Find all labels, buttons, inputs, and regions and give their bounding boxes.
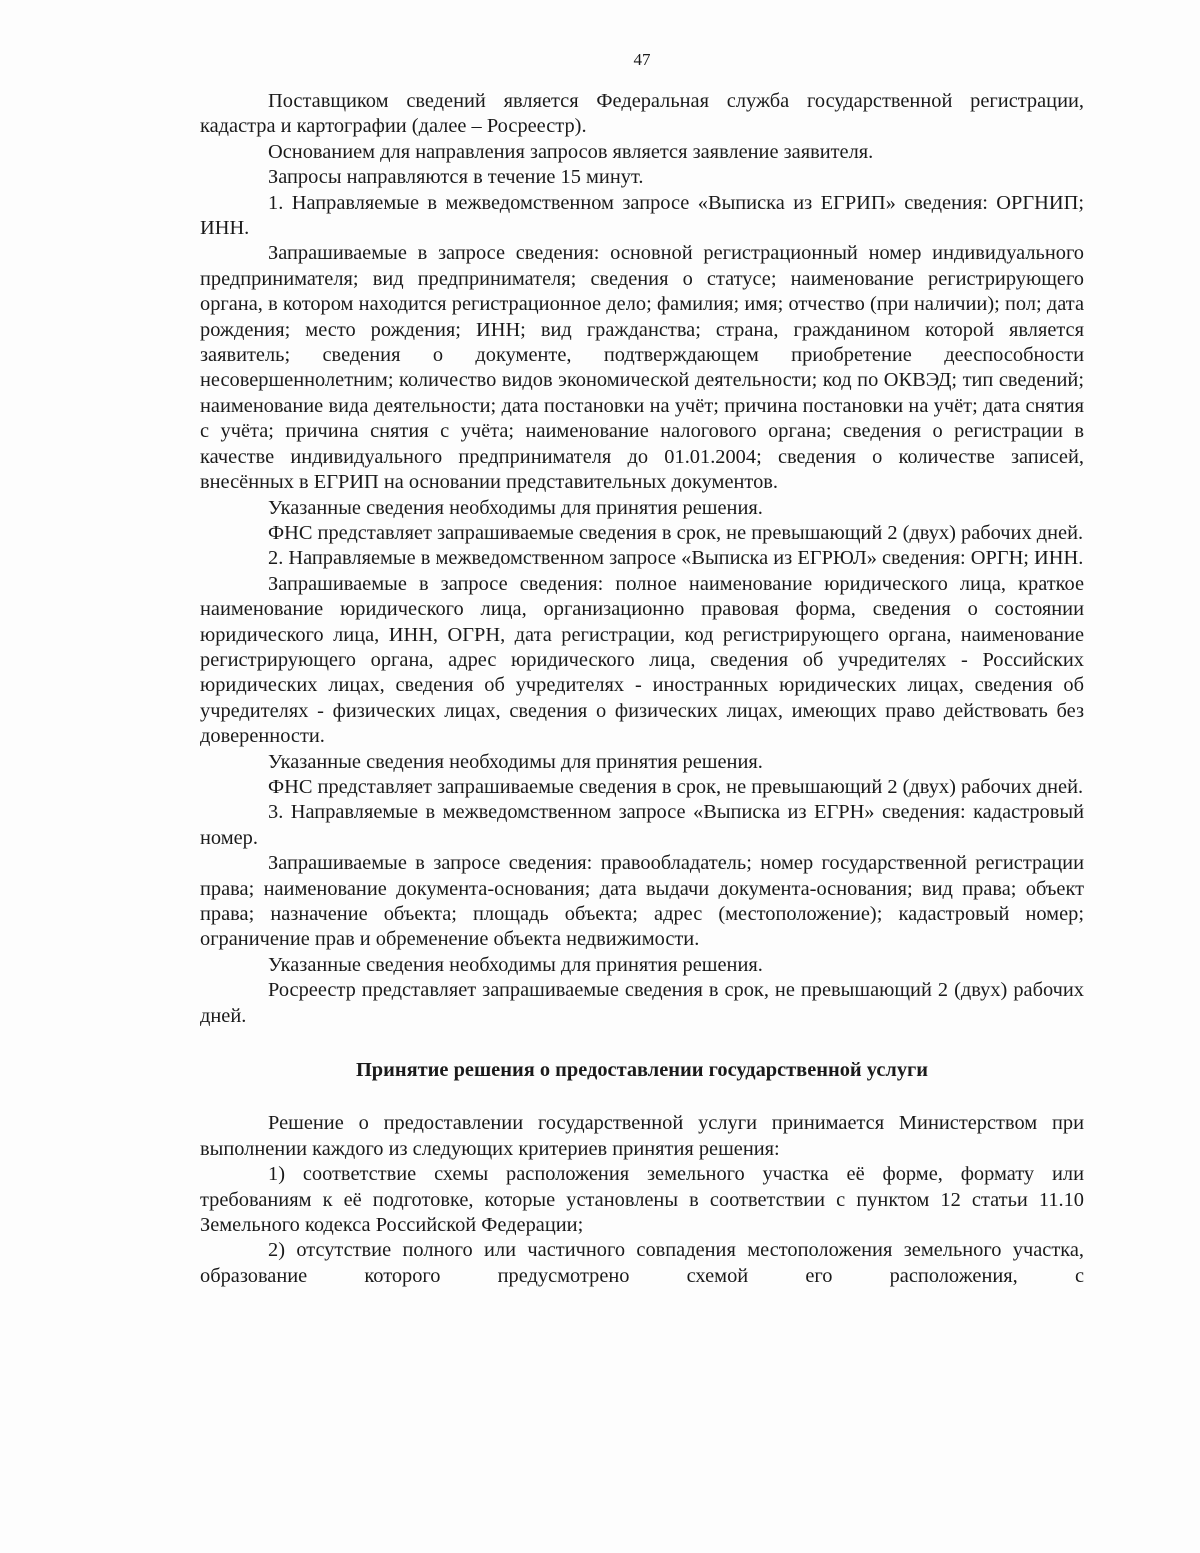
paragraph-egrn-deadline: Росреестр представляет запрашиваемые сведения в срок, не превышающий 2 (двух) рабочих дней.: [200, 979, 1084, 1027]
paragraph-egrip-purpose: Указанные сведения необходимы для принятия решения.: [268, 496, 763, 519]
document-body: [200, 89, 1084, 1289]
paragraph-egrip-request: 1. Направляемые в межведомственном запросе «Выписка из ЕГРИП» сведения: ОРГНИП; ИНН.: [200, 191, 1084, 240]
page-number: 47: [633, 50, 651, 69]
paragraph-egrn-fields: Запрашиваемые в запросе сведения: правообладатель; номер государственной регистрации права; наименование документа-основания; дата выдачи документа-основания; вид права; объект права; назначение объекта; площадь объекта; адрес (местоположение); кадастровый номер; ограничение прав и обременение объекта недвижимости.: [200, 852, 1084, 951]
paragraph-supplier: Поставщиком сведений является Федеральная служба государственной регистрации, кадастра и картографии (далее – Росреестр).: [200, 90, 1084, 138]
paragraph-egrn-purpose: Указанные сведения необходимы для принятия решения.: [268, 953, 763, 976]
paragraph-decision-intro: Решение о предоставлении государственной услуги принимается Министерством при выполнении каждого из следующих критериев принятия решения:: [200, 1112, 1084, 1160]
paragraph-egrul-fields: Запрашиваемые в запросе сведения: полное наименование юридического лица, краткое наименование юридического лица, организационно правовая форма, сведения о состоянии юридического лица, ИНН, ОГРН, дата регистрации, код регистрирующего органа, наименование регистрирующего органа, адрес юридического лица, сведения об учредителях - Российских юридических лицах, сведения об учредителях - иностранных юридических лицах, сведения об учредителях - физических лицах, сведения о физических лицах, имеющих право действовать без доверенности.: [200, 572, 1084, 748]
paragraph-egrul-request: 2. Направляемые в межведомственном запросе «Выписка из ЕГРЮЛ» сведения: ОРГН; ИНН.: [268, 547, 1084, 570]
paragraph-timing: Запросы направляются в течение 15 минут.: [268, 166, 644, 189]
paragraph-egrul-deadline: ФНС представляет запрашиваемые сведения в срок, не превышающий 2 (двух) рабочих дней.: [268, 775, 1084, 798]
paragraph-basis: Основанием для направления запросов является заявление заявителя.: [268, 140, 874, 163]
paragraph-criterion-1: 1) соответствие схемы расположения земельного участка её форме, формату или требованиям к её подготовке, которые установлены в соответствии с пунктом 12 статьи 11.10 Земельного кодекса Российской Федерации;: [200, 1163, 1084, 1237]
paragraph-egrip-fields: Запрашиваемые в запросе сведения: основной регистрационный номер индивидуального предпринимателя; вид предпринимателя; сведения о статусе; наименование регистрирующего органа, в котором находится регистрационное дело; фамилия; имя; отчество (при наличии); пол; дата рождения; место рождения; ИНН; вид гражданства; страна, гражданином которой является заявитель; сведения о документе, подтверждающем приобретение дееспособности несовершеннолетним; количество видов экономической деятельности; код по ОКВЭД; тип сведений; наименование вида деятельности; дата постановки на учёт; причина постановки на учёт; дата снятия с учёта; причина снятия с учёта; наименование налогового органа; сведения о регистрации в качестве индивидуального предпринимателя до 01.01.2004; сведения о количестве записей, внесённых в ЕГРИП на основании представительных документов.: [200, 242, 1084, 494]
paragraph-egrip-deadline: ФНС представляет запрашиваемые сведения в срок, не превышающий 2 (двух) рабочих дней.: [268, 521, 1084, 544]
paragraph-egrul-purpose: Указанные сведения необходимы для принятия решения.: [268, 750, 763, 773]
section-heading: Принятие решения о предоставлении государственной услуги: [355, 1059, 929, 1082]
paragraph-criterion-2: 2) отсутствие полного или частичного совпадения местоположения земельного участка, образование которого предусмотрено схемой его расположения, с: [200, 1239, 1084, 1287]
paragraph-egrn-request: 3. Направляемые в межведомственном запросе «Выписка из ЕГРН» сведения: кадастровый номер.: [200, 801, 1084, 849]
